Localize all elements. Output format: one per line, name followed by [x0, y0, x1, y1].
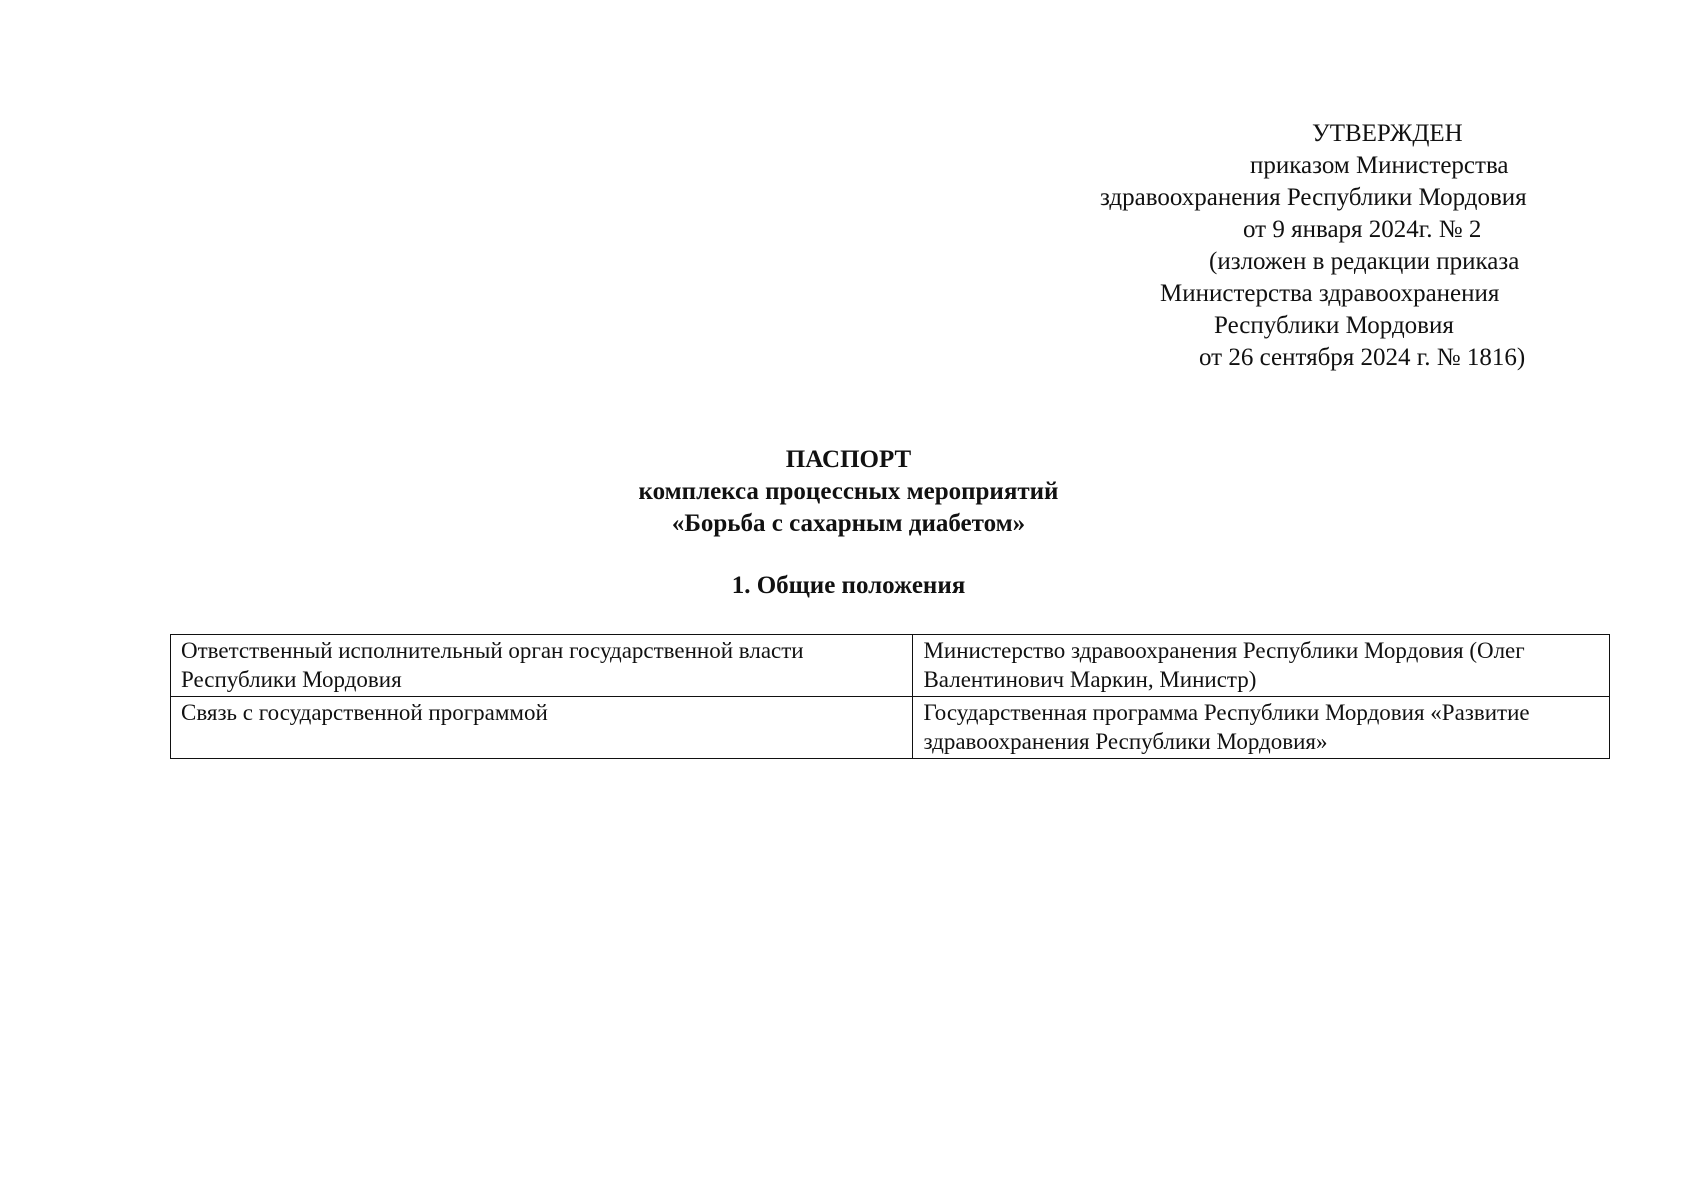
table-row [171, 635, 1610, 697]
approval-line-approved: УТВЕРЖДЕН [1312, 120, 1463, 147]
approval-line-order: приказом Министерства [1250, 152, 1509, 179]
general-provisions-table [170, 634, 1610, 759]
table-cell-label: Связь с государственной программой [171, 697, 913, 759]
approval-line-revision: (изложен в редакции приказа [1209, 248, 1520, 275]
title-program-name: «Борьба с сахарным диабетом» [671, 510, 1026, 537]
approval-line-ministry: здравоохранения Республики Мордовия [1100, 184, 1527, 211]
table-row [171, 697, 1610, 759]
approval-line-revision-republic: Республики Мордовия [1214, 312, 1454, 339]
title-complex: комплекса процессных мероприятий [638, 478, 1059, 505]
document-title [0, 444, 1697, 540]
table-cell-value: Министерство здравоохранения Республики Мордовия (Олег Валентинович Маркин, Министр) [913, 635, 1610, 697]
approval-line-date: от 9 января 2024г. № 2 [1243, 216, 1482, 243]
approval-stamp [1100, 118, 1620, 374]
approval-line-revision-ministry: Министерства здравоохранения [1160, 280, 1500, 307]
approval-line-revision-date: от 26 сентября 2024 г. № 1816) [1199, 344, 1526, 371]
title-passport: ПАСПОРТ [785, 446, 912, 473]
table-cell-value: Государственная программа Республики Мордовия «Развитие здравоохранения Республики Мордовия» [913, 697, 1610, 759]
table-cell-label: Ответственный исполнительный орган государственной власти Республики Мордовия [171, 635, 913, 697]
section-heading: 1. Общие положения [731, 572, 966, 599]
